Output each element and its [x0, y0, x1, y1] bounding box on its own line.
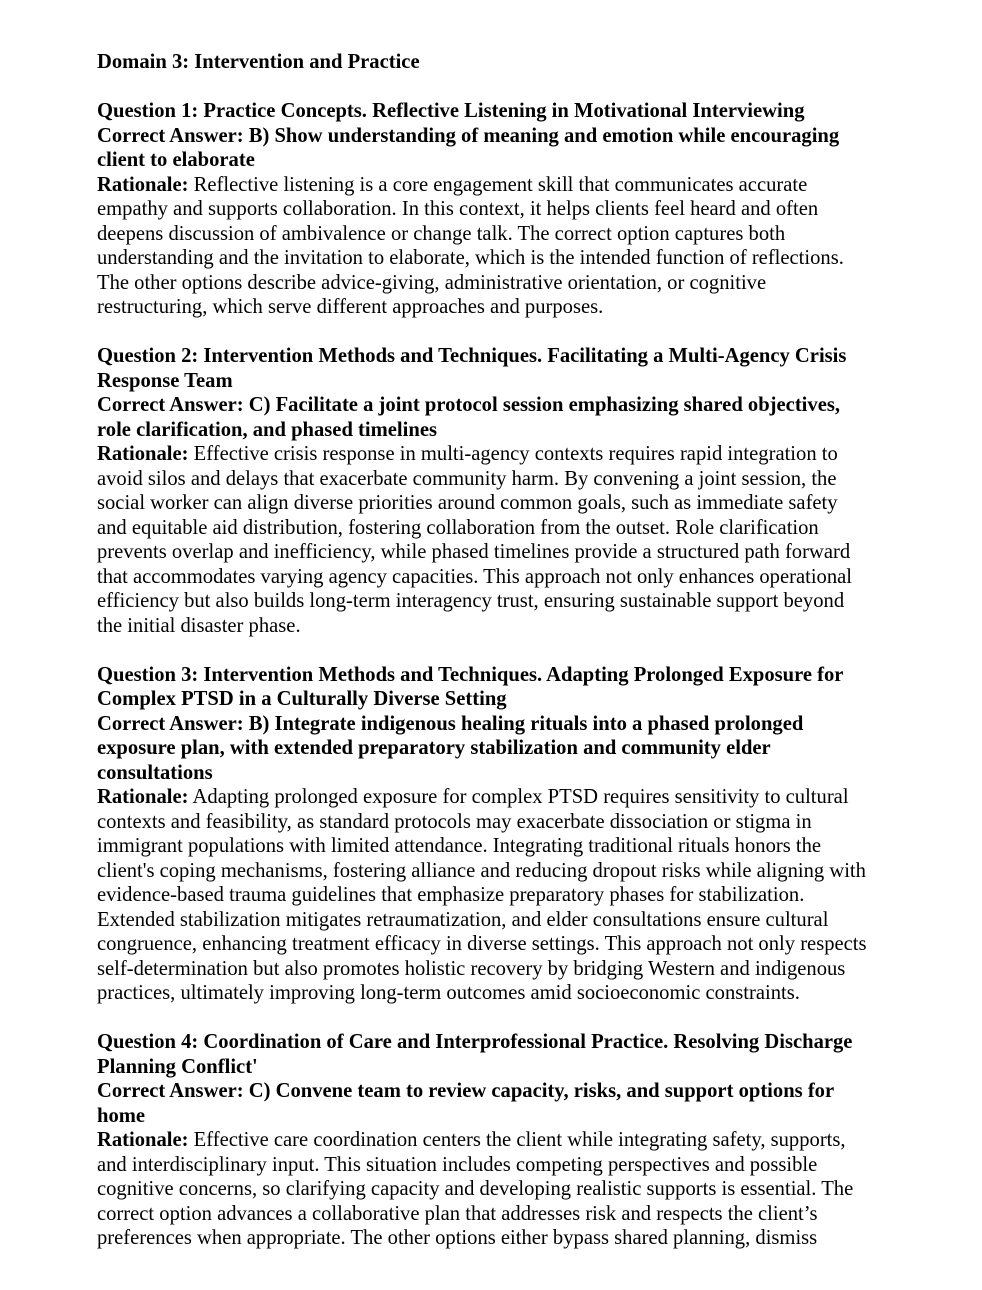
rationale-line: deepens discussion of ambivalence or change talk. The correct option captures both [97, 222, 786, 245]
rationale-line: cognitive concerns, so clarifying capacity and developing realistic supports is essential. The [97, 1178, 854, 1200]
rationale-line: and interdisciplinary input. This situation includes competing perspectives and possible [97, 1153, 818, 1176]
rationale [97, 442, 897, 638]
answer-line: client to elaborate [97, 149, 255, 171]
question-2 [97, 344, 897, 638]
rationale-line: immigrant populations with limited attendance. Integrating traditional rituals honors the [97, 835, 822, 857]
rationale-line: correct option advances a collaborative plan that addresses risk and respects the client’s [97, 1202, 818, 1225]
correct-answer [97, 393, 897, 442]
answer-line: Correct Answer: B) Integrate indigenous healing rituals into a phased prolonged [97, 712, 804, 735]
rationale-line: evidence-based trauma guidelines that emphasize preparatory phases for stabilization. [97, 884, 805, 906]
correct-answer [97, 1079, 897, 1128]
rationale-line: congruence, enhancing treatment efficacy in diverse settings. This approach not only respects [97, 933, 867, 955]
answer-line: Correct Answer: C) Convene team to review capacity, risks, and support options for [97, 1080, 835, 1102]
correct-answer [97, 712, 897, 786]
answer-line: exposure plan, with extended preparatory stabilization and community elder [97, 737, 771, 759]
question-title [97, 1030, 897, 1079]
rationale-line: restructuring, which serve different approaches and purposes. [97, 296, 604, 318]
question-title-line: Response Team [97, 369, 233, 392]
rationale-line: preferences when appropriate. The other options either bypass shared planning, dismiss [97, 1227, 818, 1249]
rationale [97, 1128, 897, 1251]
rationale-line: understanding and the invitation to elaborate, which is the intended function of reflections. [97, 247, 844, 269]
question-3 [97, 663, 897, 1006]
rationale-line: empathy and supports collaboration. In this context, it helps clients feel heard and often [97, 198, 819, 220]
rationale-line: contexts and feasibility, as standard protocols may exacerbate dissociation or stigma in [97, 810, 812, 833]
rationale-line: social worker can align diverse priorities around common goals, such as immediate safety [97, 492, 838, 514]
question-title-line: Planning Conflict' [97, 1055, 258, 1078]
question-title-line: Question 3: Intervention Methods and Techniques. Adapting Prolonged Exposure for [97, 663, 844, 686]
question-title-line: Question 2: Intervention Methods and Techniques. Facilitating a Multi-Agency Crisis [97, 345, 847, 367]
rationale-label: Rationale: [97, 1129, 189, 1151]
answer-line: role clarification, and phased timelines [97, 418, 437, 441]
rationale-text: Effective care coordination centers the client while integrating safety, supports, [193, 1129, 846, 1151]
rationale [97, 173, 897, 320]
rationale-line: self-determination but also promotes holistic recovery by bridging Western and indigenous [97, 957, 846, 980]
rationale-text: Reflective listening is a core engagement skill that communicates accurate [193, 173, 808, 196]
question-title-line: Question 4: Coordination of Care and Interprofessional Practice. Resolving Discharge [97, 1031, 853, 1053]
question-title [97, 663, 897, 712]
question-title [97, 344, 897, 393]
rationale-label: Rationale: [97, 173, 189, 196]
rationale-line: practices, ultimately improving long-term outcomes amid socioeconomic constraints. [97, 982, 800, 1004]
rationale-text: Adapting prolonged exposure for complex PTSD requires sensitivity to cultural [192, 786, 849, 808]
answer-line: home [97, 1104, 146, 1127]
question-title-line: Question 1: Practice Concepts. Reflective Listening in Motivational Interviewing [97, 100, 805, 122]
domain-title: Domain 3: Intervention and Practice [97, 51, 420, 73]
rationale-line: efficiency but also builds long-term interagency trust, ensuring sustainable support beyond [97, 590, 845, 612]
question-title-line: Complex PTSD in a Culturally Diverse Setting [97, 688, 507, 710]
answer-line: consultations [97, 761, 213, 784]
rationale-text: Effective crisis response in multi-agency contexts requires rapid integration to [193, 443, 838, 465]
correct-answer [97, 124, 897, 173]
rationale-line: avoid silos and delays that exacerbate community harm. By convening a joint session, the [97, 467, 837, 490]
question-1 [97, 99, 897, 320]
rationale-label: Rationale: [97, 786, 189, 808]
rationale-line: client's coping mechanisms, fostering alliance and reducing dropout risks while aligning with [97, 859, 866, 882]
rationale-line: that accommodates varying agency capacities. This approach not only enhances operational [97, 565, 853, 588]
rationale-line: Extended stabilization mitigates retraumatization, and elder consultations ensure cultural [97, 908, 829, 931]
answer-line: Correct Answer: C) Facilitate a joint protocol session emphasizing shared objectives, [97, 394, 840, 416]
question-title [97, 99, 897, 124]
answer-line: Correct Answer: B) Show understanding of meaning and emotion while encouraging [97, 124, 840, 147]
rationale-line: and equitable aid distribution, fostering collaboration from the outset. Role clarification [97, 516, 819, 539]
rationale-line: The other options describe advice-giving, administrative orientation, or cognitive [97, 271, 767, 294]
rationale-line: prevents overlap and inefficiency, while phased timelines provide a structured path forward [97, 541, 851, 563]
question-4 [97, 1030, 897, 1251]
rationale-label: Rationale: [97, 443, 189, 465]
rationale-line: the initial disaster phase. [97, 614, 301, 637]
document-page [97, 50, 897, 1275]
rationale [97, 785, 897, 1006]
